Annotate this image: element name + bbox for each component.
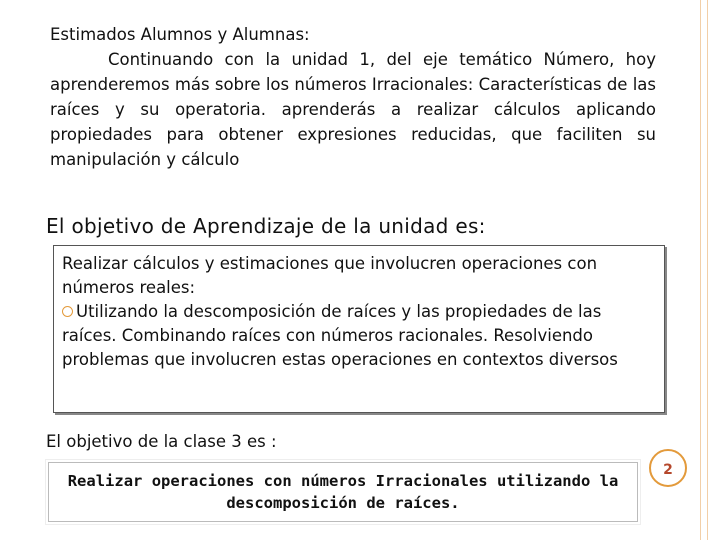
unit-objective-heading: El objetivo de Aprendizaje de la unidad es: bbox=[46, 214, 486, 238]
class-objective-heading: El objetivo de la clase 3 es : bbox=[46, 432, 277, 451]
greeting: Estimados Alumnos y Alumnas: bbox=[50, 25, 310, 44]
class-objective-box bbox=[48, 462, 638, 522]
unit-objective-box bbox=[53, 245, 665, 413]
class-objective-text: Realizar operaciones con números Irracionales utilizando la descomposición de raíces. bbox=[67, 472, 619, 512]
bullet-icon bbox=[62, 306, 73, 317]
unit-objective-text bbox=[62, 252, 660, 372]
unit-objective-line: Realizar cálculos y estimaciones que involucren operaciones con números reales: bbox=[62, 254, 598, 297]
unit-objective-bullet: Utilizando la descomposición de raíces y las propiedades de las raíces. Combinando raíces con números racionales. Resolviendo problemas que involucren estas operaciones en contextos diversos bbox=[62, 302, 618, 369]
intro-section bbox=[50, 22, 656, 172]
intro-paragraph: Continuando con la unidad 1, del eje temático Número, hoy aprenderemos más sobre los números Irracionales: Características de las raíces y su operatoria. aprenderás a realizar cálculos aplicando propiedades para obtener expresiones reducidas, que faciliten su manipulación y cálculo bbox=[50, 50, 656, 169]
page-number-badge: 2 bbox=[649, 449, 687, 487]
page-frame-border bbox=[700, 0, 708, 540]
